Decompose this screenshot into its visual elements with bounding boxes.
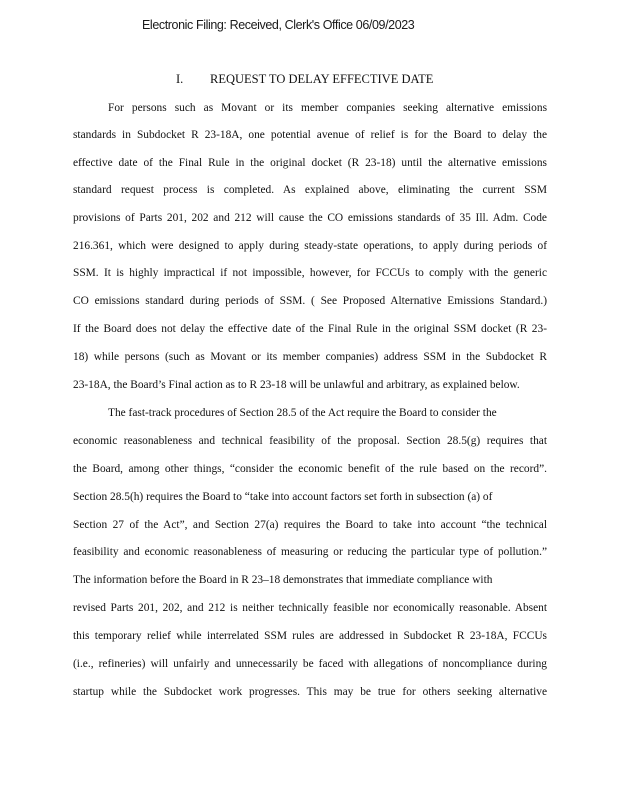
paragraph-line: Section 27 of the Act”, and Section 27(a) requires the Board to take into account “the technical [73, 519, 547, 531]
paragraph-line: provisions of Parts 201, 202 and 212 will cause the CO emissions standards of 35 Ill. Adm. Code [73, 212, 547, 224]
paragraph-line: effective date of the Final Rule in the original docket (R 23-18) until the alternative emissions [73, 157, 547, 169]
paragraph-line: standards in Subdocket R 23-18A, one potential avenue of relief is for the Board to delay the [73, 129, 547, 141]
section-number: I. [176, 72, 184, 86]
paragraph-line: the Board, among other things, “consider the economic benefit of the rule based on the record”. [73, 463, 547, 475]
paragraph-line: 23-18A, the Board’s Final action as to R 23-18 will be unlawful and arbitrary, as explained below. [73, 379, 520, 391]
paragraph-line: Section 28.5(h) requires the Board to “take into account factors set forth in subsection (a) of [73, 491, 493, 503]
paragraph-line: 216.361, which were designed to apply during steady-state operations, to apply during periods of [73, 240, 547, 252]
paragraph-line: CO emissions standard during periods of SSM. ( See Proposed Alternative Emissions Standard.) [73, 295, 547, 307]
electronic-filing-header: Electronic Filing: Received, Clerk's Office 06/09/2023 [142, 18, 415, 32]
paragraph-line: The fast-track procedures of Section 28.5 of the Act require the Board to consider the [108, 407, 497, 419]
section-title: REQUEST TO DELAY EFFECTIVE DATE [210, 72, 434, 86]
paragraph-line: revised Parts 201, 202, and 212 is neither technically feasible nor economically reasonable. Absent [73, 602, 547, 614]
paragraph-line: If the Board does not delay the effective date of the Final Rule in the original SSM docket (R 23- [73, 323, 547, 335]
paragraph-line: this temporary relief while interrelated SSM rules are addressed in Subdocket R 23-18A, FCCUs [73, 630, 547, 642]
paragraph-line: 18) while persons (such as Movant or its member companies) address SSM in the Subdocket R [73, 351, 547, 363]
paragraph-line: economic reasonableness and technical feasibility of the proposal. Section 28.5(g) requires that [73, 435, 547, 447]
paragraph-line: standard request process is completed. As explained above, eliminating the current SSM [73, 184, 547, 196]
paragraph-line: startup while the Subdocket work progresses. This may be true for others seeking alternative [73, 686, 547, 698]
paragraph-line: The information before the Board in R 23–18 demonstrates that immediate compliance with [73, 574, 493, 586]
paragraph-line: feasibility and economic reasonableness of measuring or reducing the particular type of pollution.” [73, 546, 547, 558]
paragraph-line: (i.e., refineries) will unfairly and unnecessarily be faced with allegations of noncompliance during [73, 658, 547, 670]
paragraph-line: For persons such as Movant or its member companies seeking alternative emissions [108, 102, 547, 114]
paragraph-line: SSM. It is highly impractical if not impossible, however, for FCCUs to comply with the generic [73, 267, 547, 279]
